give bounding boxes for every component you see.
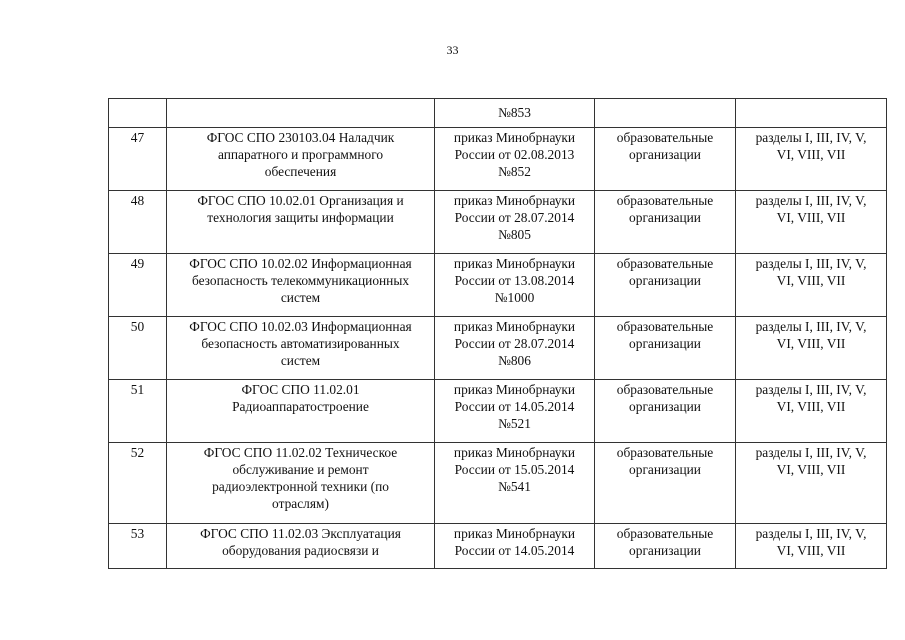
order-line: №805	[498, 227, 531, 242]
order-line: №521	[498, 416, 531, 431]
sections-line: VI, VIII, VII	[776, 273, 846, 288]
order-line: №1000	[494, 290, 535, 305]
standard-line: ФГОС СПО 10.02.03 Информационная	[189, 319, 412, 334]
standard-line: безопасность телекоммуникационных	[191, 273, 410, 288]
standard-line: обеспечения	[264, 164, 337, 179]
standard-cell	[167, 254, 435, 317]
standard-line: обслуживание и ремонт	[232, 462, 369, 477]
order-cell	[435, 128, 595, 191]
row-number-cell: 47	[109, 128, 167, 191]
order-cell: №853	[435, 99, 595, 128]
standard-line: ФГОС СПО 10.02.01 Организация и	[197, 193, 404, 208]
order-line: №541	[498, 479, 531, 494]
standard-line: систем	[280, 353, 321, 368]
organizations-cell	[595, 128, 736, 191]
order-line: №852	[498, 164, 531, 179]
standard-line: ФГОС СПО 10.02.02 Информационная	[189, 256, 412, 271]
sections-cell	[736, 380, 887, 443]
sections-line: разделы I, III, IV, V,	[755, 382, 867, 397]
order-line: приказ Минобрнауки	[453, 130, 576, 145]
standard-cell	[167, 443, 435, 524]
row-number-cell	[109, 99, 167, 128]
standard-line: радиоэлектронной техники (по	[212, 479, 389, 494]
row-number-cell: 50	[109, 317, 167, 380]
row-number-cell: 48	[109, 191, 167, 254]
order-cell	[435, 380, 595, 443]
order-line: №806	[498, 353, 531, 368]
order-line: приказ Минобрнауки	[453, 193, 576, 208]
table-row	[109, 191, 887, 254]
sections-line: VI, VIII, VII	[776, 399, 846, 414]
organizations-cell	[595, 380, 736, 443]
organizations-line: образовательные	[616, 256, 714, 271]
order-cell	[435, 317, 595, 380]
standard-line: ФГОС СПО 11.02.02 Техническое	[203, 445, 398, 460]
order-cell	[435, 191, 595, 254]
table-row	[109, 380, 887, 443]
order-line: России от 02.08.2013	[454, 147, 575, 162]
order-line: России от 14.05.2014	[454, 399, 575, 414]
order-cell	[435, 524, 595, 569]
organizations-line: образовательные	[616, 193, 714, 208]
table-row	[109, 128, 887, 191]
organizations-line: организации	[629, 462, 701, 477]
order-line: России от 15.05.2014	[454, 462, 575, 477]
organizations-cell	[595, 443, 736, 524]
page-number: 33	[446, 43, 459, 57]
organizations-line: образовательные	[616, 445, 714, 460]
standard-cell	[167, 128, 435, 191]
standard-line: аппаратного и программного	[217, 147, 384, 162]
organizations-line: образовательные	[616, 382, 714, 397]
table-row	[109, 254, 887, 317]
sections-line: разделы I, III, IV, V,	[755, 193, 867, 208]
standard-line: Радиоаппаратостроение	[232, 399, 369, 414]
order-cell	[435, 254, 595, 317]
organizations-line: организации	[629, 147, 701, 162]
row-number-cell: 52	[109, 443, 167, 524]
sections-line: разделы I, III, IV, V,	[755, 256, 867, 271]
order-line: России от 28.07.2014	[454, 210, 575, 225]
sections-cell	[736, 191, 887, 254]
sections-cell	[736, 128, 887, 191]
organizations-cell	[595, 99, 736, 128]
sections-line: VI, VIII, VII	[776, 336, 846, 351]
sections-line: VI, VIII, VII	[776, 210, 846, 225]
organizations-line: образовательные	[616, 319, 714, 334]
sections-line: разделы I, III, IV, V,	[755, 319, 867, 334]
organizations-cell	[595, 524, 736, 569]
standard-line: ФГОС СПО 11.02.03 Эксплуатация	[200, 526, 401, 541]
standard-cell	[167, 191, 435, 254]
standard-line: технология защиты информации	[207, 210, 394, 225]
standard-line: ФГОС СПО 11.02.01	[241, 382, 360, 397]
sections-cell	[736, 443, 887, 524]
organizations-line: организации	[629, 336, 701, 351]
order-cell	[435, 443, 595, 524]
organizations-cell	[595, 317, 736, 380]
standard-line: систем	[280, 290, 321, 305]
order-line: приказ Минобрнауки	[453, 256, 576, 271]
organizations-line: образовательные	[616, 526, 714, 541]
order-line: приказ Минобрнауки	[453, 445, 576, 460]
standard-line: безопасность автоматизированных	[201, 336, 400, 351]
sections-line: разделы I, III, IV, V,	[755, 445, 867, 460]
standard-cell	[167, 317, 435, 380]
organizations-line: образовательные	[616, 130, 714, 145]
table-row	[109, 443, 887, 524]
organizations-cell	[595, 191, 736, 254]
order-line: России от 14.05.2014	[454, 543, 575, 558]
table-row	[109, 317, 887, 380]
sections-line: разделы I, III, IV, V,	[755, 526, 867, 541]
sections-line: VI, VIII, VII	[776, 543, 846, 558]
order-line: России от 13.08.2014	[454, 273, 575, 288]
order-line: приказ Минобрнауки	[453, 382, 576, 397]
table-row	[109, 99, 887, 128]
sections-line: разделы I, III, IV, V,	[755, 130, 867, 145]
row-number-cell: 49	[109, 254, 167, 317]
organizations-line: организации	[629, 543, 701, 558]
organizations-cell	[595, 254, 736, 317]
organizations-line: организации	[629, 399, 701, 414]
standard-line: оборудования радиосвязи и	[222, 543, 379, 558]
organizations-line: организации	[629, 273, 701, 288]
standards-table	[108, 98, 887, 569]
standard-cell	[167, 524, 435, 569]
standard-line: ФГОС СПО 230103.04 Наладчик	[206, 130, 395, 145]
organizations-line: организации	[629, 210, 701, 225]
table-row	[109, 524, 887, 569]
order-line: России от 28.07.2014	[454, 336, 575, 351]
sections-cell	[736, 524, 887, 569]
standard-line: отраслям)	[272, 496, 329, 511]
order-line: приказ Минобрнауки	[453, 526, 576, 541]
standard-cell	[167, 380, 435, 443]
sections-cell	[736, 99, 887, 128]
row-number-cell: 53	[109, 524, 167, 569]
sections-line: VI, VIII, VII	[776, 147, 846, 162]
order-line: приказ Минобрнауки	[453, 319, 576, 334]
standard-cell	[167, 99, 435, 128]
sections-cell	[736, 317, 887, 380]
row-number-cell: 51	[109, 380, 167, 443]
sections-line: VI, VIII, VII	[776, 462, 846, 477]
sections-cell	[736, 254, 887, 317]
